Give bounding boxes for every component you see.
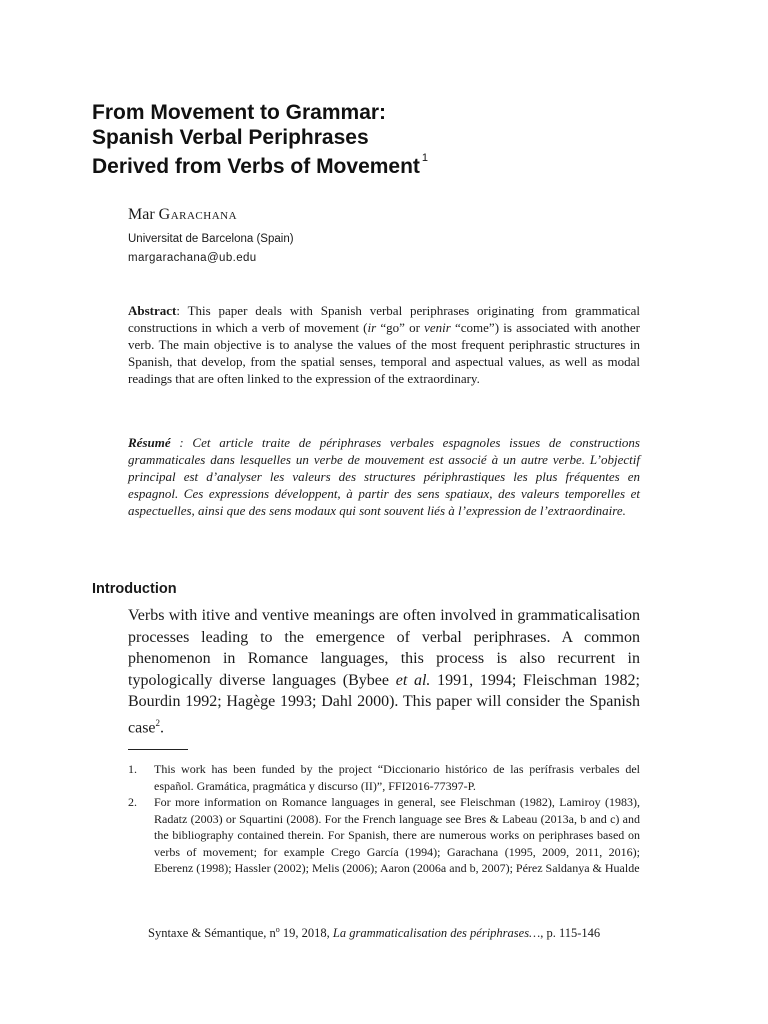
abstract-text-b: “come”) is associated with another verb. The main objective is to analyse the values of the most frequent periphrastic structures in Spanish, that develop, from the spatial senses, temporal and aspectual values, as well as modal readings that are often linked to the expression of the extraordinary.: [128, 320, 640, 386]
author-last-name: Garachana: [158, 206, 238, 223]
author-email: margarachana@ub.edu: [128, 252, 257, 264]
title-line-1: From Movement to Grammar:: [92, 101, 387, 124]
title-footnote-ref[interactable]: 1: [421, 152, 429, 164]
intro-footnote-ref[interactable]: 2: [155, 717, 161, 728]
footnotes: [128, 761, 640, 877]
intro-text-c: .: [160, 718, 165, 736]
title-line-3: [92, 150, 692, 179]
footnote-divider: [128, 749, 188, 750]
introduction-paragraph: [128, 605, 640, 738]
intro-text-b: 1991, 1994; Fleischman 1982; Bourdin 1992; Hagège 1993; Dahl 2000). This paper will consider the Spanish case: [128, 671, 640, 736]
footnote-text: For more information on Romance languages in general, see Fleischman (1982), Lamiroy (1983), Radatz (2003) or Squartini (2008). For the French language see Bres & Labeau (2013a, b and c) and the bibliography contained therein. For Spanish, there are numerous works on periphrases based on verbs of movement; for example Crego García (1994); Garachana (1995, 2009, 2011, 2016); Eberenz (1998); Hassler (2002); Melis (2006); Aaron (2006a and b, 2007); Pérez Saldanya & Hualde: [154, 795, 640, 875]
resume: [128, 434, 640, 519]
abstract-label: Abstract: [128, 303, 177, 318]
author-name: [128, 206, 237, 224]
section-heading-introduction: Introduction: [92, 581, 177, 597]
footnote-text: This work has been funded by the project “Diccionario histórico de las perífrasis verbales del español. Gramática, pragmática y discurso (II)”, FFI2016-77397-P.: [154, 762, 640, 793]
footnote-1: [128, 761, 640, 794]
abstract-text-a: : This paper deals with Spanish verbal periphrases originating from grammatical constructions in which a verb of movement (: [128, 303, 640, 335]
page-footer: [148, 925, 600, 941]
intro-text-a: Verbs with itive and ventive meanings are often involved in grammaticalisation processes leading to the emergence of verbal periphrases. A common phenomenon in Romance languages, this process is also recurrent in typologically diverse languages (Bybee: [128, 607, 640, 689]
abstract: [128, 302, 640, 387]
title-line-2: Spanish Verbal Periphrases: [92, 126, 369, 149]
intro-etal: et al.: [395, 671, 431, 689]
footnote-number: 1.: [128, 762, 137, 776]
footer-journal: Syntaxe & Sémantique, n: [148, 926, 276, 941]
resume-text: : Cet article traite de périphrases verbales espagnoles issues de constructions grammaticales dans lesquelles un verbe de mouvement est associé à un autre verbe. L’objectif principal est d’analyser les valeurs des structures périphrastiques les plus fréquentes en espagnol. Ces expressions développent, à partir des sens spatiaux, des valeurs temporelles et aspectuelles, ainsi que des sens modaux qui sont souvent liés à l’expression de l’extraordinaire.: [128, 435, 640, 518]
author-affiliation: Universitat de Barcelona (Spain): [128, 233, 294, 245]
paper-title: [92, 100, 692, 179]
abstract-ir: ir: [367, 320, 377, 335]
abstract-go: “go” or: [376, 320, 425, 335]
footnote-2: [128, 794, 640, 877]
footer-title: La grammaticalisation des périphrases…: [332, 926, 541, 941]
footnote-number: 2.: [128, 795, 137, 809]
footer-issue: 19, 2018,: [279, 926, 333, 941]
footer-pages: , p. 115-146: [540, 926, 601, 941]
abstract-venir: venir: [424, 320, 451, 335]
title-line-3-text: Derived from Verbs of Movement: [92, 155, 420, 178]
footer-num-sup: o: [275, 925, 280, 934]
resume-label: Résumé: [128, 435, 171, 450]
author-first-name: Mar: [128, 206, 155, 223]
